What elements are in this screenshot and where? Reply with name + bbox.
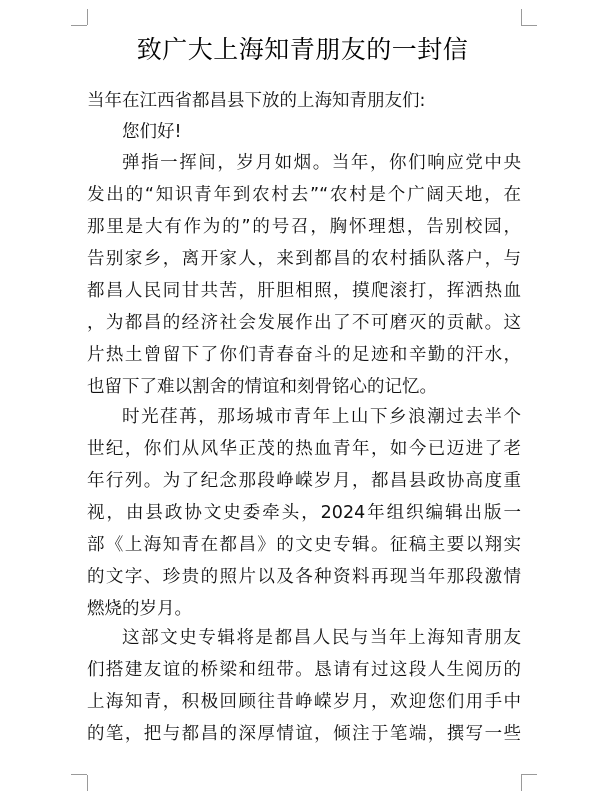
paragraph-line: 弹指一挥间，岁月如烟。当年，你们响应党中央 [122, 153, 521, 173]
crop-mark-top-right-h [521, 25, 537, 26]
paragraph-line: 们搭建友谊的桥梁和纽带。恳请有过这段人生阅历的 [87, 660, 521, 680]
paragraph-line: 上海知青，积极回顾往昔峥嵘岁月，欢迎您们用手中 [87, 692, 521, 712]
paragraph-line: 时光荏苒，那场城市青年上山下乡浪潮过去半个 [122, 407, 521, 427]
crop-mark-bottom-left-h [71, 774, 87, 775]
crop-mark-top-left-h [71, 25, 87, 26]
letter-title: 致广大上海知青朋友的一封信 [136, 35, 469, 64]
crop-mark-top-left-v [87, 9, 88, 25]
paragraph-line: 也留下了难以割舍的情谊和刻骨铭心的记忆。 [87, 377, 437, 397]
paragraph-line: 告别家乡，离开家人，来到都昌的农村插队落户，与 [87, 249, 521, 269]
paragraph-line: 这部文史专辑将是都昌人民与当年上海知青朋友 [122, 628, 521, 648]
paragraph-line: ，为都昌的经济社会发展作出了不可磨灭的贡献。这 [87, 313, 521, 333]
paragraph-line: 片热土曾留下了你们青春奋斗的足迹和辛勤的汗水， [87, 345, 521, 365]
paragraph-line: 年行列。为了纪念那段峥嵘岁月，都昌县政协高度重 [87, 471, 521, 491]
paragraph-line: 燃烧的岁月。 [87, 599, 192, 619]
paragraph-1 [87, 147, 521, 403]
paragraph-line: 世纪，你们从风华正茂的热血青年，如今已迈进了老 [87, 439, 521, 459]
paragraph-line: 部《上海知青在都昌》的文史专辑。征稿主要以翔实 [87, 535, 521, 555]
paragraph-2 [87, 401, 521, 625]
crop-mark-bottom-left-v [87, 775, 88, 791]
letter-greeting: 您们好! [122, 122, 182, 142]
paragraph-line: 那里是大有作为的”的号召，胸怀理想，告别校园， [87, 217, 521, 237]
paragraph-3 [87, 622, 521, 750]
crop-mark-bottom-right-h [521, 774, 537, 775]
paragraph-line: 的笔，把与都昌的深厚情谊，倾注于笔端，撰写一些 [87, 724, 521, 744]
crop-mark-bottom-right-v [521, 775, 522, 791]
letter-salutation: 当年在江西省都昌县下放的上海知青朋友们: [87, 91, 426, 111]
crop-mark-top-right-v [521, 9, 522, 25]
paragraph-line: 都昌人民同甘共苦，肝胆相照，摸爬滚打，挥洒热血 [87, 281, 521, 301]
paragraph-line: 的文字、珍贵的照片以及各种资料再现当年那段激情 [87, 567, 521, 587]
paragraph-line: 视，由县政协文史委牵头，2024年组织编辑出版一 [87, 503, 521, 523]
paragraph-line: 发出的“知识青年到农村去”“农村是个广阔天地，在 [87, 185, 521, 205]
